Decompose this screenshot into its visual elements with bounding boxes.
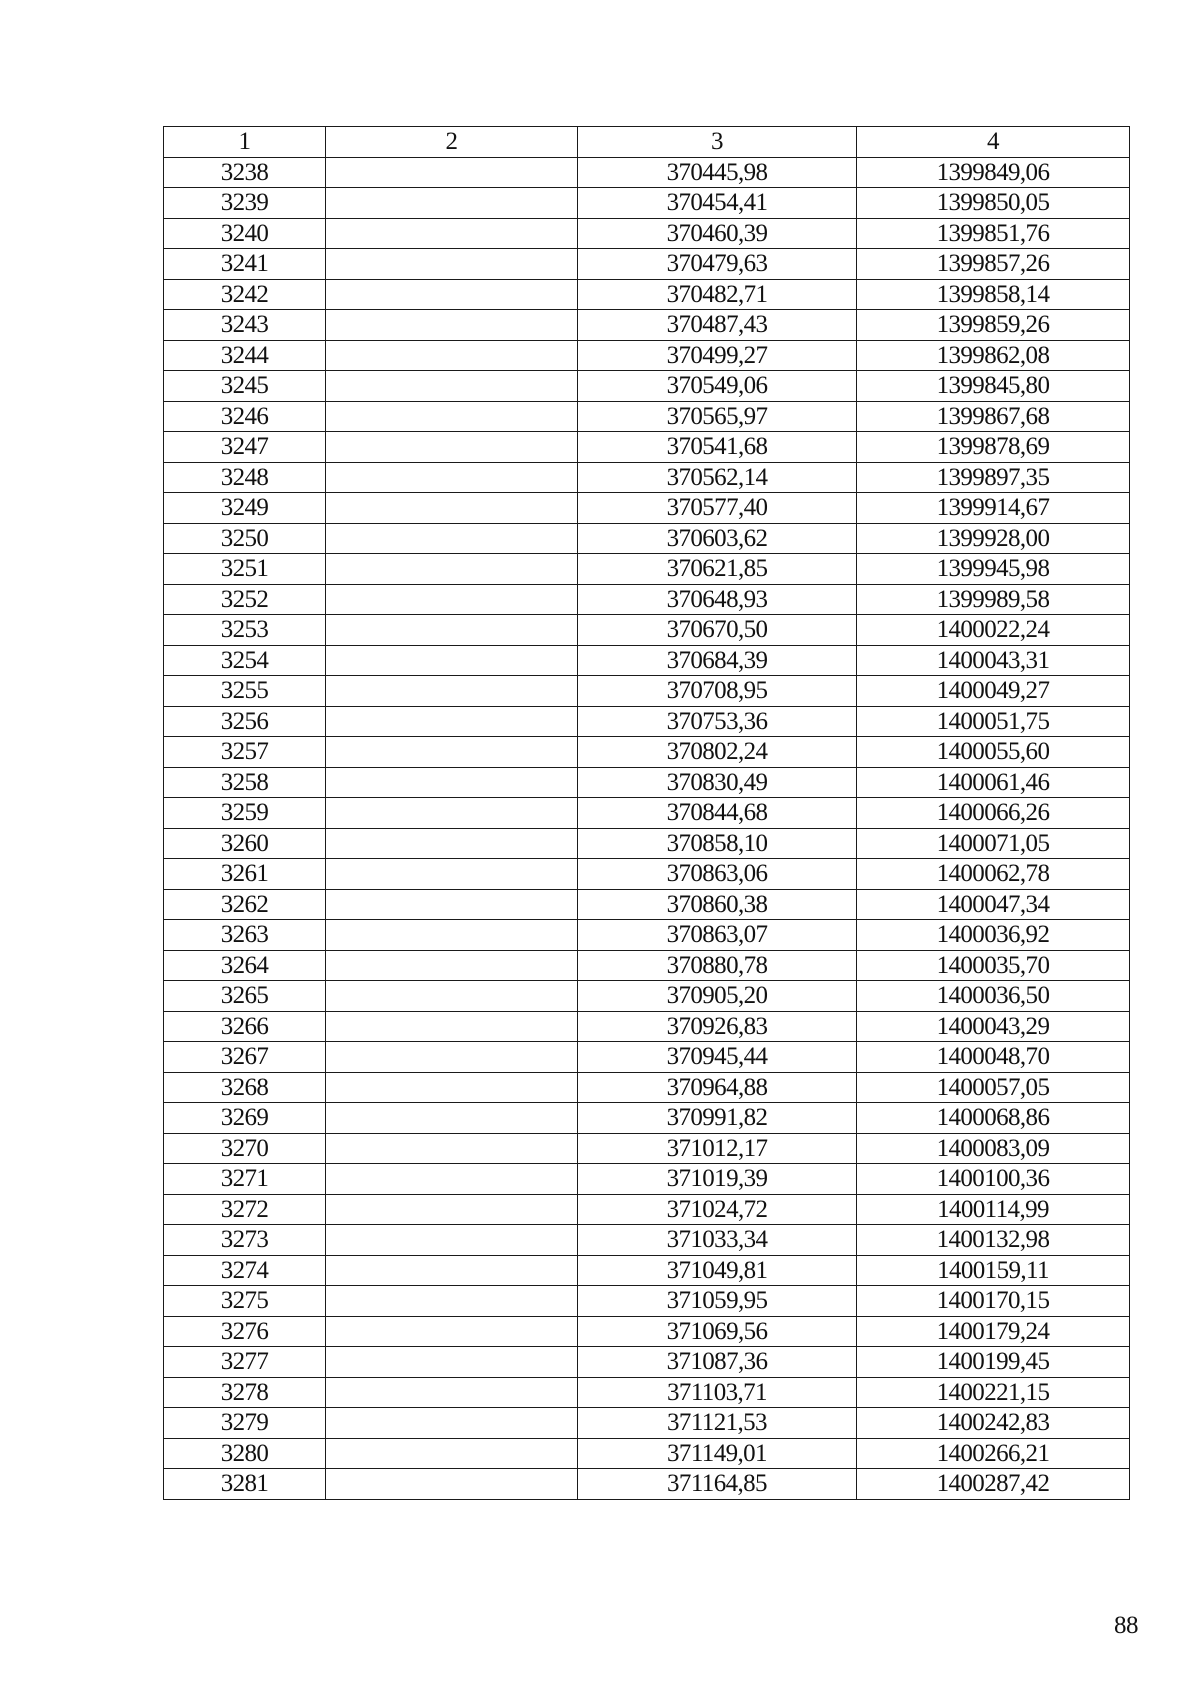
y-coordinate-cell: 1400221,15: [857, 1377, 1130, 1408]
x-coordinate-cell: 370487,43: [578, 310, 857, 341]
table-row: [164, 1408, 1130, 1439]
empty-cell: [326, 950, 578, 981]
table-row: [164, 950, 1130, 981]
x-coordinate-cell: 370945,44: [578, 1042, 857, 1073]
point-number-cell: 3264: [164, 950, 326, 981]
empty-cell: [326, 249, 578, 280]
point-number-cell: 3272: [164, 1194, 326, 1225]
point-number-cell: 3254: [164, 645, 326, 676]
table-row: [164, 1133, 1130, 1164]
table-row: [164, 706, 1130, 737]
table-row: [164, 1347, 1130, 1378]
table-row: [164, 493, 1130, 524]
point-number-cell: 3269: [164, 1103, 326, 1134]
table-row: [164, 554, 1130, 585]
point-number-cell: 3266: [164, 1011, 326, 1042]
point-number-cell: 3271: [164, 1164, 326, 1195]
x-coordinate-cell: 371087,36: [578, 1347, 857, 1378]
x-coordinate-cell: 371019,39: [578, 1164, 857, 1195]
x-coordinate-cell: 370482,71: [578, 279, 857, 310]
empty-cell: [326, 493, 578, 524]
point-number-cell: 3242: [164, 279, 326, 310]
table-row: [164, 584, 1130, 615]
table-row: [164, 1377, 1130, 1408]
x-coordinate-cell: 371012,17: [578, 1133, 857, 1164]
y-coordinate-cell: 1400287,42: [857, 1469, 1130, 1500]
header-cell-3: 3: [578, 127, 857, 158]
y-coordinate-cell: 1400048,70: [857, 1042, 1130, 1073]
y-coordinate-cell: 1399897,35: [857, 462, 1130, 493]
y-coordinate-cell: 1399850,05: [857, 188, 1130, 219]
y-coordinate-cell: 1400066,26: [857, 798, 1130, 829]
table-row: [164, 767, 1130, 798]
x-coordinate-cell: 370603,62: [578, 523, 857, 554]
table-row: [164, 859, 1130, 890]
y-coordinate-cell: 1400057,05: [857, 1072, 1130, 1103]
point-number-cell: 3253: [164, 615, 326, 646]
y-coordinate-cell: 1400179,24: [857, 1316, 1130, 1347]
point-number-cell: 3251: [164, 554, 326, 585]
table-row: [164, 401, 1130, 432]
empty-cell: [326, 310, 578, 341]
point-number-cell: 3250: [164, 523, 326, 554]
empty-cell: [326, 767, 578, 798]
empty-cell: [326, 859, 578, 890]
empty-cell: [326, 1194, 578, 1225]
table-row: [164, 1042, 1130, 1073]
y-coordinate-cell: 1399857,26: [857, 249, 1130, 280]
table-row: [164, 1103, 1130, 1134]
table-row: [164, 615, 1130, 646]
point-number-cell: 3252: [164, 584, 326, 615]
y-coordinate-cell: 1399928,00: [857, 523, 1130, 554]
table-row: [164, 1225, 1130, 1256]
y-coordinate-cell: 1400043,29: [857, 1011, 1130, 1042]
page-number: 88: [1114, 1612, 1138, 1639]
empty-cell: [326, 1347, 578, 1378]
empty-cell: [326, 889, 578, 920]
x-coordinate-cell: 370684,39: [578, 645, 857, 676]
table-row: [164, 1469, 1130, 1500]
empty-cell: [326, 1438, 578, 1469]
y-coordinate-cell: 1400114,99: [857, 1194, 1130, 1225]
x-coordinate-cell: 371049,81: [578, 1255, 857, 1286]
empty-cell: [326, 1469, 578, 1500]
x-coordinate-cell: 371103,71: [578, 1377, 857, 1408]
point-number-cell: 3240: [164, 218, 326, 249]
header-cell-1: 1: [164, 127, 326, 158]
x-coordinate-cell: 370860,38: [578, 889, 857, 920]
table-row: [164, 432, 1130, 463]
x-coordinate-cell: 370499,27: [578, 340, 857, 371]
empty-cell: [326, 1164, 578, 1195]
table-row: [164, 828, 1130, 859]
empty-cell: [326, 1286, 578, 1317]
table-row: [164, 1011, 1130, 1042]
y-coordinate-cell: 1400049,27: [857, 676, 1130, 707]
point-number-cell: 3278: [164, 1377, 326, 1408]
point-number-cell: 3274: [164, 1255, 326, 1286]
empty-cell: [326, 554, 578, 585]
empty-cell: [326, 1011, 578, 1042]
empty-cell: [326, 1225, 578, 1256]
x-coordinate-cell: 371164,85: [578, 1469, 857, 1500]
empty-cell: [326, 1316, 578, 1347]
point-number-cell: 3263: [164, 920, 326, 951]
point-number-cell: 3276: [164, 1316, 326, 1347]
empty-cell: [326, 737, 578, 768]
empty-cell: [326, 798, 578, 829]
point-number-cell: 3277: [164, 1347, 326, 1378]
y-coordinate-cell: 1400068,86: [857, 1103, 1130, 1134]
point-number-cell: 3265: [164, 981, 326, 1012]
table-row: [164, 889, 1130, 920]
empty-cell: [326, 828, 578, 859]
coordinates-table-body: [164, 127, 1130, 1500]
y-coordinate-cell: 1400051,75: [857, 706, 1130, 737]
x-coordinate-cell: 370926,83: [578, 1011, 857, 1042]
point-number-cell: 3268: [164, 1072, 326, 1103]
point-number-cell: 3280: [164, 1438, 326, 1469]
empty-cell: [326, 1255, 578, 1286]
x-coordinate-cell: 370802,24: [578, 737, 857, 768]
table-row: [164, 340, 1130, 371]
point-number-cell: 3279: [164, 1408, 326, 1439]
x-coordinate-cell: 370565,97: [578, 401, 857, 432]
point-number-cell: 3238: [164, 157, 326, 188]
y-coordinate-cell: 1400047,34: [857, 889, 1130, 920]
y-coordinate-cell: 1400071,05: [857, 828, 1130, 859]
table-row: [164, 920, 1130, 951]
table-row: [164, 1438, 1130, 1469]
y-coordinate-cell: 1400035,70: [857, 950, 1130, 981]
x-coordinate-cell: 370648,93: [578, 584, 857, 615]
x-coordinate-cell: 370880,78: [578, 950, 857, 981]
point-number-cell: 3248: [164, 462, 326, 493]
x-coordinate-cell: 371121,53: [578, 1408, 857, 1439]
empty-cell: [326, 432, 578, 463]
point-number-cell: 3270: [164, 1133, 326, 1164]
x-coordinate-cell: 371033,34: [578, 1225, 857, 1256]
table-row: [164, 1286, 1130, 1317]
y-coordinate-cell: 1399851,76: [857, 218, 1130, 249]
x-coordinate-cell: 370844,68: [578, 798, 857, 829]
empty-cell: [326, 981, 578, 1012]
point-number-cell: 3249: [164, 493, 326, 524]
empty-cell: [326, 340, 578, 371]
empty-cell: [326, 920, 578, 951]
point-number-cell: 3260: [164, 828, 326, 859]
point-number-cell: 3239: [164, 188, 326, 219]
empty-cell: [326, 676, 578, 707]
table-row: [164, 645, 1130, 676]
y-coordinate-cell: 1400062,78: [857, 859, 1130, 890]
x-coordinate-cell: 370753,36: [578, 706, 857, 737]
empty-cell: [326, 1042, 578, 1073]
table-row: [164, 1316, 1130, 1347]
x-coordinate-cell: 371059,95: [578, 1286, 857, 1317]
y-coordinate-cell: 1400132,98: [857, 1225, 1130, 1256]
y-coordinate-cell: 1400061,46: [857, 767, 1130, 798]
x-coordinate-cell: 370479,63: [578, 249, 857, 280]
y-coordinate-cell: 1399914,67: [857, 493, 1130, 524]
empty-cell: [326, 1103, 578, 1134]
x-coordinate-cell: 370830,49: [578, 767, 857, 798]
x-coordinate-cell: 371069,56: [578, 1316, 857, 1347]
table-header-row: [164, 127, 1130, 158]
y-coordinate-cell: 1400266,21: [857, 1438, 1130, 1469]
point-number-cell: 3261: [164, 859, 326, 890]
table-row: [164, 676, 1130, 707]
point-number-cell: 3255: [164, 676, 326, 707]
table-row: [164, 1255, 1130, 1286]
y-coordinate-cell: 1400036,50: [857, 981, 1130, 1012]
x-coordinate-cell: 371149,01: [578, 1438, 857, 1469]
table-row: [164, 157, 1130, 188]
empty-cell: [326, 1377, 578, 1408]
point-number-cell: 3247: [164, 432, 326, 463]
y-coordinate-cell: 1400043,31: [857, 645, 1130, 676]
empty-cell: [326, 371, 578, 402]
x-coordinate-cell: 370905,20: [578, 981, 857, 1012]
y-coordinate-cell: 1400159,11: [857, 1255, 1130, 1286]
empty-cell: [326, 279, 578, 310]
empty-cell: [326, 615, 578, 646]
x-coordinate-cell: 370964,88: [578, 1072, 857, 1103]
x-coordinate-cell: 371024,72: [578, 1194, 857, 1225]
y-coordinate-cell: 1399849,06: [857, 157, 1130, 188]
x-coordinate-cell: 370863,07: [578, 920, 857, 951]
y-coordinate-cell: 1399859,26: [857, 310, 1130, 341]
table-row: [164, 737, 1130, 768]
x-coordinate-cell: 370621,85: [578, 554, 857, 585]
point-number-cell: 3246: [164, 401, 326, 432]
point-number-cell: 3244: [164, 340, 326, 371]
empty-cell: [326, 584, 578, 615]
empty-cell: [326, 1072, 578, 1103]
y-coordinate-cell: 1400036,92: [857, 920, 1130, 951]
empty-cell: [326, 462, 578, 493]
table-row: [164, 1072, 1130, 1103]
header-cell-2: 2: [326, 127, 578, 158]
x-coordinate-cell: 370670,50: [578, 615, 857, 646]
table-row: [164, 462, 1130, 493]
y-coordinate-cell: 1400242,83: [857, 1408, 1130, 1439]
x-coordinate-cell: 370454,41: [578, 188, 857, 219]
y-coordinate-cell: 1399845,80: [857, 371, 1130, 402]
empty-cell: [326, 1408, 578, 1439]
x-coordinate-cell: 370460,39: [578, 218, 857, 249]
table-row: [164, 188, 1130, 219]
empty-cell: [326, 1133, 578, 1164]
table-row: [164, 371, 1130, 402]
coordinates-table: [163, 126, 1130, 1500]
table-row: [164, 218, 1130, 249]
y-coordinate-cell: 1400083,09: [857, 1133, 1130, 1164]
point-number-cell: 3256: [164, 706, 326, 737]
table-row: [164, 279, 1130, 310]
table-row: [164, 1164, 1130, 1195]
point-number-cell: 3243: [164, 310, 326, 341]
empty-cell: [326, 523, 578, 554]
y-coordinate-cell: 1399867,68: [857, 401, 1130, 432]
table-row: [164, 798, 1130, 829]
x-coordinate-cell: 370445,98: [578, 157, 857, 188]
point-number-cell: 3275: [164, 1286, 326, 1317]
point-number-cell: 3257: [164, 737, 326, 768]
y-coordinate-cell: 1400170,15: [857, 1286, 1130, 1317]
point-number-cell: 3273: [164, 1225, 326, 1256]
x-coordinate-cell: 370541,68: [578, 432, 857, 463]
y-coordinate-cell: 1399862,08: [857, 340, 1130, 371]
y-coordinate-cell: 1399878,69: [857, 432, 1130, 463]
table-row: [164, 981, 1130, 1012]
x-coordinate-cell: 370991,82: [578, 1103, 857, 1134]
empty-cell: [326, 157, 578, 188]
y-coordinate-cell: 1399989,58: [857, 584, 1130, 615]
y-coordinate-cell: 1400022,24: [857, 615, 1130, 646]
table-row: [164, 310, 1130, 341]
header-cell-4: 4: [857, 127, 1130, 158]
table-row: [164, 1194, 1130, 1225]
x-coordinate-cell: 370863,06: [578, 859, 857, 890]
point-number-cell: 3241: [164, 249, 326, 280]
x-coordinate-cell: 370858,10: [578, 828, 857, 859]
point-number-cell: 3281: [164, 1469, 326, 1500]
empty-cell: [326, 401, 578, 432]
point-number-cell: 3259: [164, 798, 326, 829]
y-coordinate-cell: 1399858,14: [857, 279, 1130, 310]
y-coordinate-cell: 1400199,45: [857, 1347, 1130, 1378]
point-number-cell: 3258: [164, 767, 326, 798]
x-coordinate-cell: 370562,14: [578, 462, 857, 493]
point-number-cell: 3262: [164, 889, 326, 920]
x-coordinate-cell: 370708,95: [578, 676, 857, 707]
empty-cell: [326, 188, 578, 219]
point-number-cell: 3267: [164, 1042, 326, 1073]
empty-cell: [326, 706, 578, 737]
table-row: [164, 523, 1130, 554]
point-number-cell: 3245: [164, 371, 326, 402]
table-row: [164, 249, 1130, 280]
y-coordinate-cell: 1399945,98: [857, 554, 1130, 585]
y-coordinate-cell: 1400100,36: [857, 1164, 1130, 1195]
empty-cell: [326, 218, 578, 249]
x-coordinate-cell: 370577,40: [578, 493, 857, 524]
x-coordinate-cell: 370549,06: [578, 371, 857, 402]
empty-cell: [326, 645, 578, 676]
y-coordinate-cell: 1400055,60: [857, 737, 1130, 768]
